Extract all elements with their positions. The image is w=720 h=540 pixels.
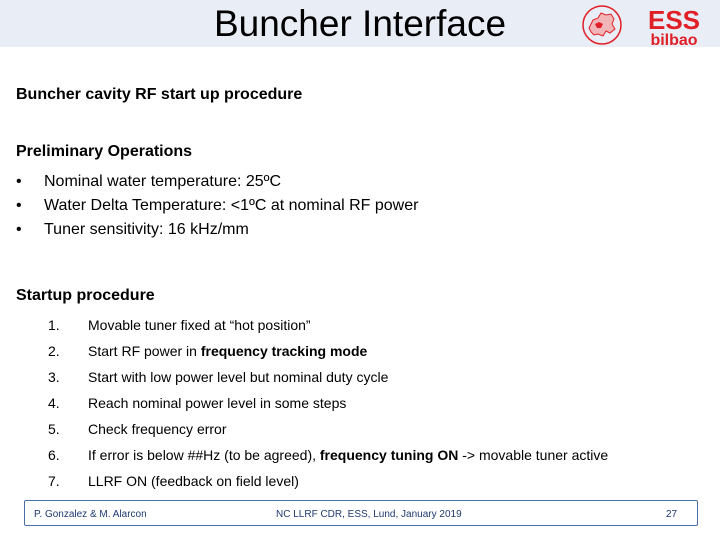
step-text: Start with low power level but nominal duty cycle: [88, 369, 389, 385]
step-number: 2.: [48, 343, 60, 359]
list-item: [48, 468, 608, 494]
list-item-text: Water Delta Temperature: <1ºC at nominal RF power: [44, 197, 419, 214]
step-text: Check frequency error: [88, 421, 227, 437]
list-item-text: Tuner sensitivity: 16 kHz/mm: [44, 221, 249, 238]
startup-steps: [48, 312, 608, 494]
step-text: Reach nominal power level in some steps: [88, 395, 347, 411]
step-text-tail: -> movable tuner active: [458, 447, 609, 463]
footer-event: NC LLRF CDR, ESS, Lund, January 2019: [276, 509, 462, 520]
svg-text:ESS: ESS: [647, 5, 701, 35]
preliminary-heading: Preliminary Operations: [16, 143, 193, 160]
europe-map-icon: [581, 4, 623, 46]
step-bold-text: frequency tuning ON: [319, 447, 459, 463]
step-text: LLRF ON (feedback on field level): [88, 473, 299, 489]
step-text: If error is below ##Hz (to be agreed),: [88, 447, 320, 463]
list-item: [48, 312, 608, 338]
step-number: 1.: [48, 317, 60, 333]
startup-heading: Startup procedure: [16, 287, 155, 304]
page-number: 27: [666, 509, 678, 520]
step-number: 6.: [48, 447, 60, 463]
footer-author: P. Gonzalez & M. Alarcon: [34, 509, 147, 520]
step-text: Movable tuner fixed at “hot position”: [88, 317, 311, 333]
list-item: [48, 442, 608, 468]
preliminary-list: [16, 170, 418, 242]
step-number: 3.: [48, 369, 60, 385]
list-item: [48, 416, 608, 442]
ess-bilbao-logo: [634, 4, 714, 48]
list-item: [16, 218, 418, 242]
list-item: [16, 194, 418, 218]
step-number: 4.: [48, 395, 60, 411]
step-bold-text: frequency tracking mode: [200, 343, 368, 359]
list-item-text: Nominal water temperature: 25ºC: [44, 173, 282, 190]
step-number: 7.: [48, 473, 60, 489]
bullet-icon: •: [16, 221, 22, 238]
list-item: [48, 338, 608, 364]
bullet-icon: •: [16, 197, 22, 214]
step-text: Start RF power in: [88, 343, 201, 359]
list-item: [48, 390, 608, 416]
slide-title: Buncher Interface: [213, 3, 507, 44]
list-item: [16, 170, 418, 194]
list-item: [48, 364, 608, 390]
step-number: 5.: [48, 421, 60, 437]
procedure-title: Buncher cavity RF start up procedure: [16, 86, 303, 103]
svg-text:bilbao: bilbao: [650, 32, 698, 48]
bullet-icon: •: [16, 173, 22, 190]
